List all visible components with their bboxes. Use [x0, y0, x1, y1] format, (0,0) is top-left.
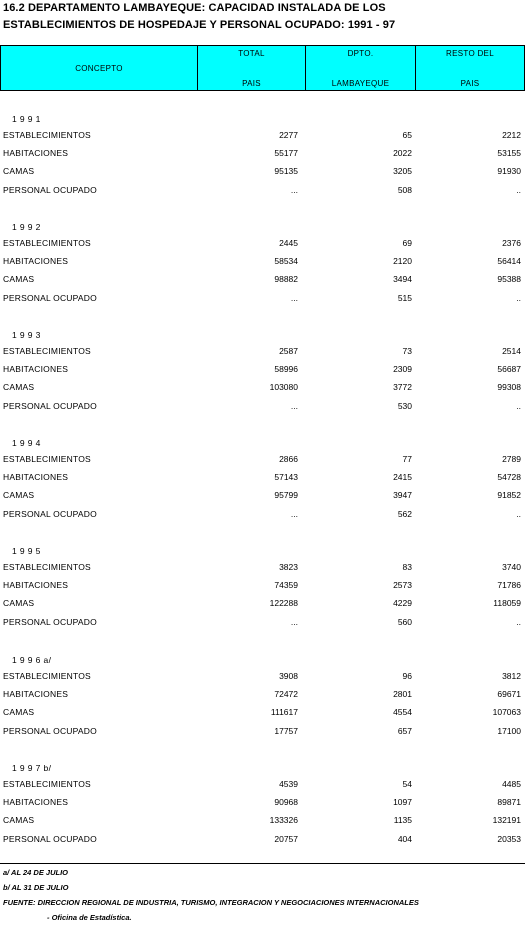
source-note: FUENTE: DIRECCION REGIONAL DE INDUSTRIA, TURISMO, INTEGRACION Y NEGOCIACIONES INTERNACIONALES	[3, 898, 419, 907]
row-resto-pais: ..	[516, 508, 521, 519]
row-concepto: PERSONAL OCUPADO	[3, 292, 97, 303]
row-resto-pais: 54728	[497, 472, 521, 483]
row-concepto: CAMAS	[3, 815, 35, 826]
table-row	[0, 617, 526, 631]
table-row	[0, 797, 526, 811]
row-concepto: CAMAS	[3, 490, 35, 501]
table-row	[0, 689, 526, 703]
year-label: 1 9 9 4	[12, 438, 41, 448]
table-row	[0, 490, 526, 504]
row-dpto-lambayeque: 515	[397, 292, 412, 303]
row-total-pais: 3908	[279, 671, 298, 681]
row-dpto-lambayeque: 3494	[393, 274, 412, 285]
row-concepto: ESTABLECIMIENTOS	[3, 671, 91, 681]
table-row	[0, 238, 526, 252]
row-total-pais: 58996	[274, 364, 298, 375]
row-total-pais: 58534	[274, 256, 298, 267]
row-resto-pais: 56687	[497, 364, 521, 375]
year-label: 1 9 9 7 b/	[12, 763, 52, 773]
row-resto-pais: 2212	[502, 130, 521, 140]
row-concepto: HABITACIONES	[3, 580, 69, 591]
header-resto-bottom: PAIS	[460, 79, 480, 88]
row-dpto-lambayeque: 4554	[393, 707, 412, 718]
table-row	[0, 274, 526, 288]
note-b: b/ AL 31 DE JULIO	[3, 883, 69, 892]
table-row	[0, 834, 526, 848]
row-dpto-lambayeque: 73	[402, 346, 412, 356]
row-resto-pais: 118059	[493, 598, 521, 609]
row-dpto-lambayeque: 562	[397, 508, 412, 519]
row-resto-pais: 3740	[502, 562, 521, 572]
row-resto-pais: ..	[516, 616, 521, 627]
row-total-pais: 72472	[274, 689, 298, 700]
year-label: 1 9 9 5	[12, 546, 41, 556]
row-dpto-lambayeque: 54	[402, 779, 412, 789]
row-concepto: ESTABLECIMIENTOS	[3, 454, 91, 464]
table-row	[0, 707, 526, 721]
row-total-pais: ...	[290, 400, 298, 411]
row-concepto: PERSONAL OCUPADO	[3, 508, 97, 519]
table-row	[0, 166, 526, 180]
header-resto-top: RESTO DEL	[446, 49, 494, 58]
row-dpto-lambayeque: 3772	[393, 382, 412, 393]
row-total-pais: 133326	[269, 815, 298, 826]
row-concepto: HABITACIONES	[3, 148, 69, 159]
row-resto-pais: 89871	[497, 797, 521, 808]
header-dpto-bottom: LAMBAYEQUE	[331, 79, 390, 88]
row-concepto: PERSONAL OCUPADO	[3, 400, 97, 411]
row-total-pais: ...	[290, 184, 298, 195]
row-concepto: PERSONAL OCUPADO	[3, 833, 97, 844]
row-resto-pais: 69671	[497, 689, 521, 700]
row-dpto-lambayeque: 530	[397, 400, 412, 411]
row-resto-pais: 3812	[502, 671, 521, 681]
table-row	[0, 726, 526, 740]
row-total-pais: 90968	[274, 797, 298, 808]
table-row	[0, 130, 526, 144]
row-dpto-lambayeque: 2120	[393, 256, 412, 267]
row-total-pais: 17757	[274, 725, 298, 736]
row-resto-pais: 95388	[497, 274, 521, 285]
table-row	[0, 779, 526, 793]
source-office: - Oficina de Estadística.	[47, 913, 132, 922]
header-concepto-label: CONCEPTO	[75, 64, 123, 73]
row-concepto: HABITACIONES	[3, 256, 69, 267]
year-label: 1 9 9 2	[12, 222, 41, 232]
row-resto-pais: 132191	[492, 815, 521, 826]
row-total-pais: 95799	[274, 490, 298, 501]
row-dpto-lambayeque: 83	[402, 562, 412, 572]
row-resto-pais: 99308	[497, 382, 521, 393]
row-total-pais: 20757	[274, 833, 298, 844]
note-a: a/ AL 24 DE JULIO	[3, 868, 69, 877]
row-concepto: CAMAS	[3, 274, 35, 285]
header-total	[198, 46, 306, 90]
row-dpto-lambayeque: 96	[402, 671, 412, 681]
row-dpto-lambayeque: 2309	[393, 364, 412, 375]
year-label: 1 9 9 6 a/	[12, 655, 52, 665]
row-total-pais: 3823	[279, 562, 298, 572]
table-row	[0, 454, 526, 468]
row-dpto-lambayeque: 65	[402, 130, 412, 140]
table-row	[0, 148, 526, 162]
table-row	[0, 562, 526, 576]
row-concepto: ESTABLECIMIENTOS	[3, 346, 91, 356]
row-total-pais: 4539	[279, 779, 298, 789]
row-dpto-lambayeque: 4229	[393, 598, 412, 609]
row-concepto: CAMAS	[3, 598, 35, 609]
table-row	[0, 185, 526, 199]
table-title-line1: 16.2 DEPARTAMENTO LAMBAYEQUE: CAPACIDAD INSTALADA DE LOS	[3, 2, 386, 14]
row-dpto-lambayeque: 1097	[393, 797, 412, 808]
table-row	[0, 815, 526, 829]
row-total-pais: 2587	[279, 346, 298, 356]
row-total-pais: 57143	[274, 472, 298, 483]
row-resto-pais: 91930	[497, 166, 521, 177]
row-resto-pais: 53155	[497, 148, 521, 159]
row-concepto: PERSONAL OCUPADO	[3, 616, 97, 627]
table-title-line2: ESTABLECIMIENTOS DE HOSPEDAJE Y PERSONAL OCUPADO: 1991 - 97	[3, 19, 396, 31]
row-total-pais: 2277	[279, 130, 298, 140]
table-row	[0, 256, 526, 270]
row-dpto-lambayeque: 2801	[393, 689, 412, 700]
row-resto-pais: 2376	[502, 238, 521, 248]
header-dpto-top: DPTO.	[347, 49, 374, 58]
row-concepto: ESTABLECIMIENTOS	[3, 562, 91, 572]
table-row	[0, 293, 526, 307]
row-dpto-lambayeque: 2573	[393, 580, 412, 591]
table-header	[0, 45, 525, 91]
row-resto-pais: 4485	[502, 779, 521, 789]
row-dpto-lambayeque: 3205	[393, 166, 412, 177]
row-concepto: HABITACIONES	[3, 364, 69, 375]
row-concepto: HABITACIONES	[3, 797, 69, 808]
header-total-bottom: PAIS	[242, 79, 261, 88]
row-resto-pais: 17100	[497, 725, 521, 736]
row-concepto: PERSONAL OCUPADO	[3, 184, 97, 195]
table-row	[0, 472, 526, 486]
header-dpto	[306, 46, 416, 90]
row-concepto: PERSONAL OCUPADO	[3, 725, 97, 736]
table-row	[0, 364, 526, 378]
row-dpto-lambayeque: 508	[397, 184, 412, 195]
row-dpto-lambayeque: 1135	[393, 815, 412, 826]
row-total-pais: 98882	[274, 274, 298, 285]
row-dpto-lambayeque: 69	[402, 238, 412, 248]
header-concepto	[1, 46, 198, 90]
row-resto-pais: ..	[516, 292, 521, 303]
row-resto-pais: 91852	[497, 490, 521, 501]
table-row	[0, 382, 526, 396]
row-resto-pais: 2789	[502, 454, 521, 464]
table-row	[0, 401, 526, 415]
row-resto-pais: 2514	[502, 346, 521, 356]
footer-divider	[0, 863, 525, 864]
row-total-pais: 95135	[274, 166, 298, 177]
row-resto-pais: 56414	[497, 256, 521, 267]
row-dpto-lambayeque: 657	[397, 725, 412, 736]
row-concepto: CAMAS	[3, 707, 35, 718]
year-label: 1 9 9 1	[12, 114, 41, 124]
row-total-pais: ...	[290, 292, 298, 303]
row-dpto-lambayeque: 77	[402, 454, 412, 464]
row-concepto: HABITACIONES	[3, 472, 69, 483]
row-total-pais: 2445	[279, 238, 298, 248]
header-total-top: TOTAL	[238, 49, 265, 58]
row-resto-pais: 20353	[497, 833, 521, 844]
year-label: 1 9 9 3	[12, 330, 41, 340]
row-total-pais: 2866	[279, 454, 298, 464]
row-dpto-lambayeque: 560	[397, 616, 412, 627]
row-total-pais: 111617	[270, 707, 298, 718]
table-row	[0, 598, 526, 612]
row-dpto-lambayeque: 2022	[393, 148, 412, 159]
row-total-pais: 74359	[274, 580, 298, 591]
table-row	[0, 509, 526, 523]
row-total-pais: 122288	[269, 598, 298, 609]
row-concepto: CAMAS	[3, 166, 35, 177]
row-concepto: CAMAS	[3, 382, 35, 393]
row-concepto: ESTABLECIMIENTOS	[3, 238, 91, 248]
row-total-pais: 103080	[269, 382, 298, 393]
row-dpto-lambayeque: 404	[397, 833, 412, 844]
row-total-pais: 55177	[274, 148, 298, 159]
header-resto	[416, 46, 524, 90]
row-resto-pais: ..	[516, 400, 521, 411]
row-concepto: ESTABLECIMIENTOS	[3, 130, 91, 140]
row-total-pais: ...	[290, 616, 298, 627]
row-concepto: ESTABLECIMIENTOS	[3, 779, 91, 789]
row-total-pais: ...	[290, 508, 298, 519]
table-row	[0, 580, 526, 594]
table-row	[0, 346, 526, 360]
row-dpto-lambayeque: 3947	[393, 490, 412, 501]
row-resto-pais: 71786	[497, 580, 521, 591]
table-row	[0, 671, 526, 685]
row-resto-pais: 107063	[492, 707, 521, 718]
row-concepto: HABITACIONES	[3, 689, 69, 700]
row-dpto-lambayeque: 2415	[393, 472, 412, 483]
row-resto-pais: ..	[516, 184, 521, 195]
